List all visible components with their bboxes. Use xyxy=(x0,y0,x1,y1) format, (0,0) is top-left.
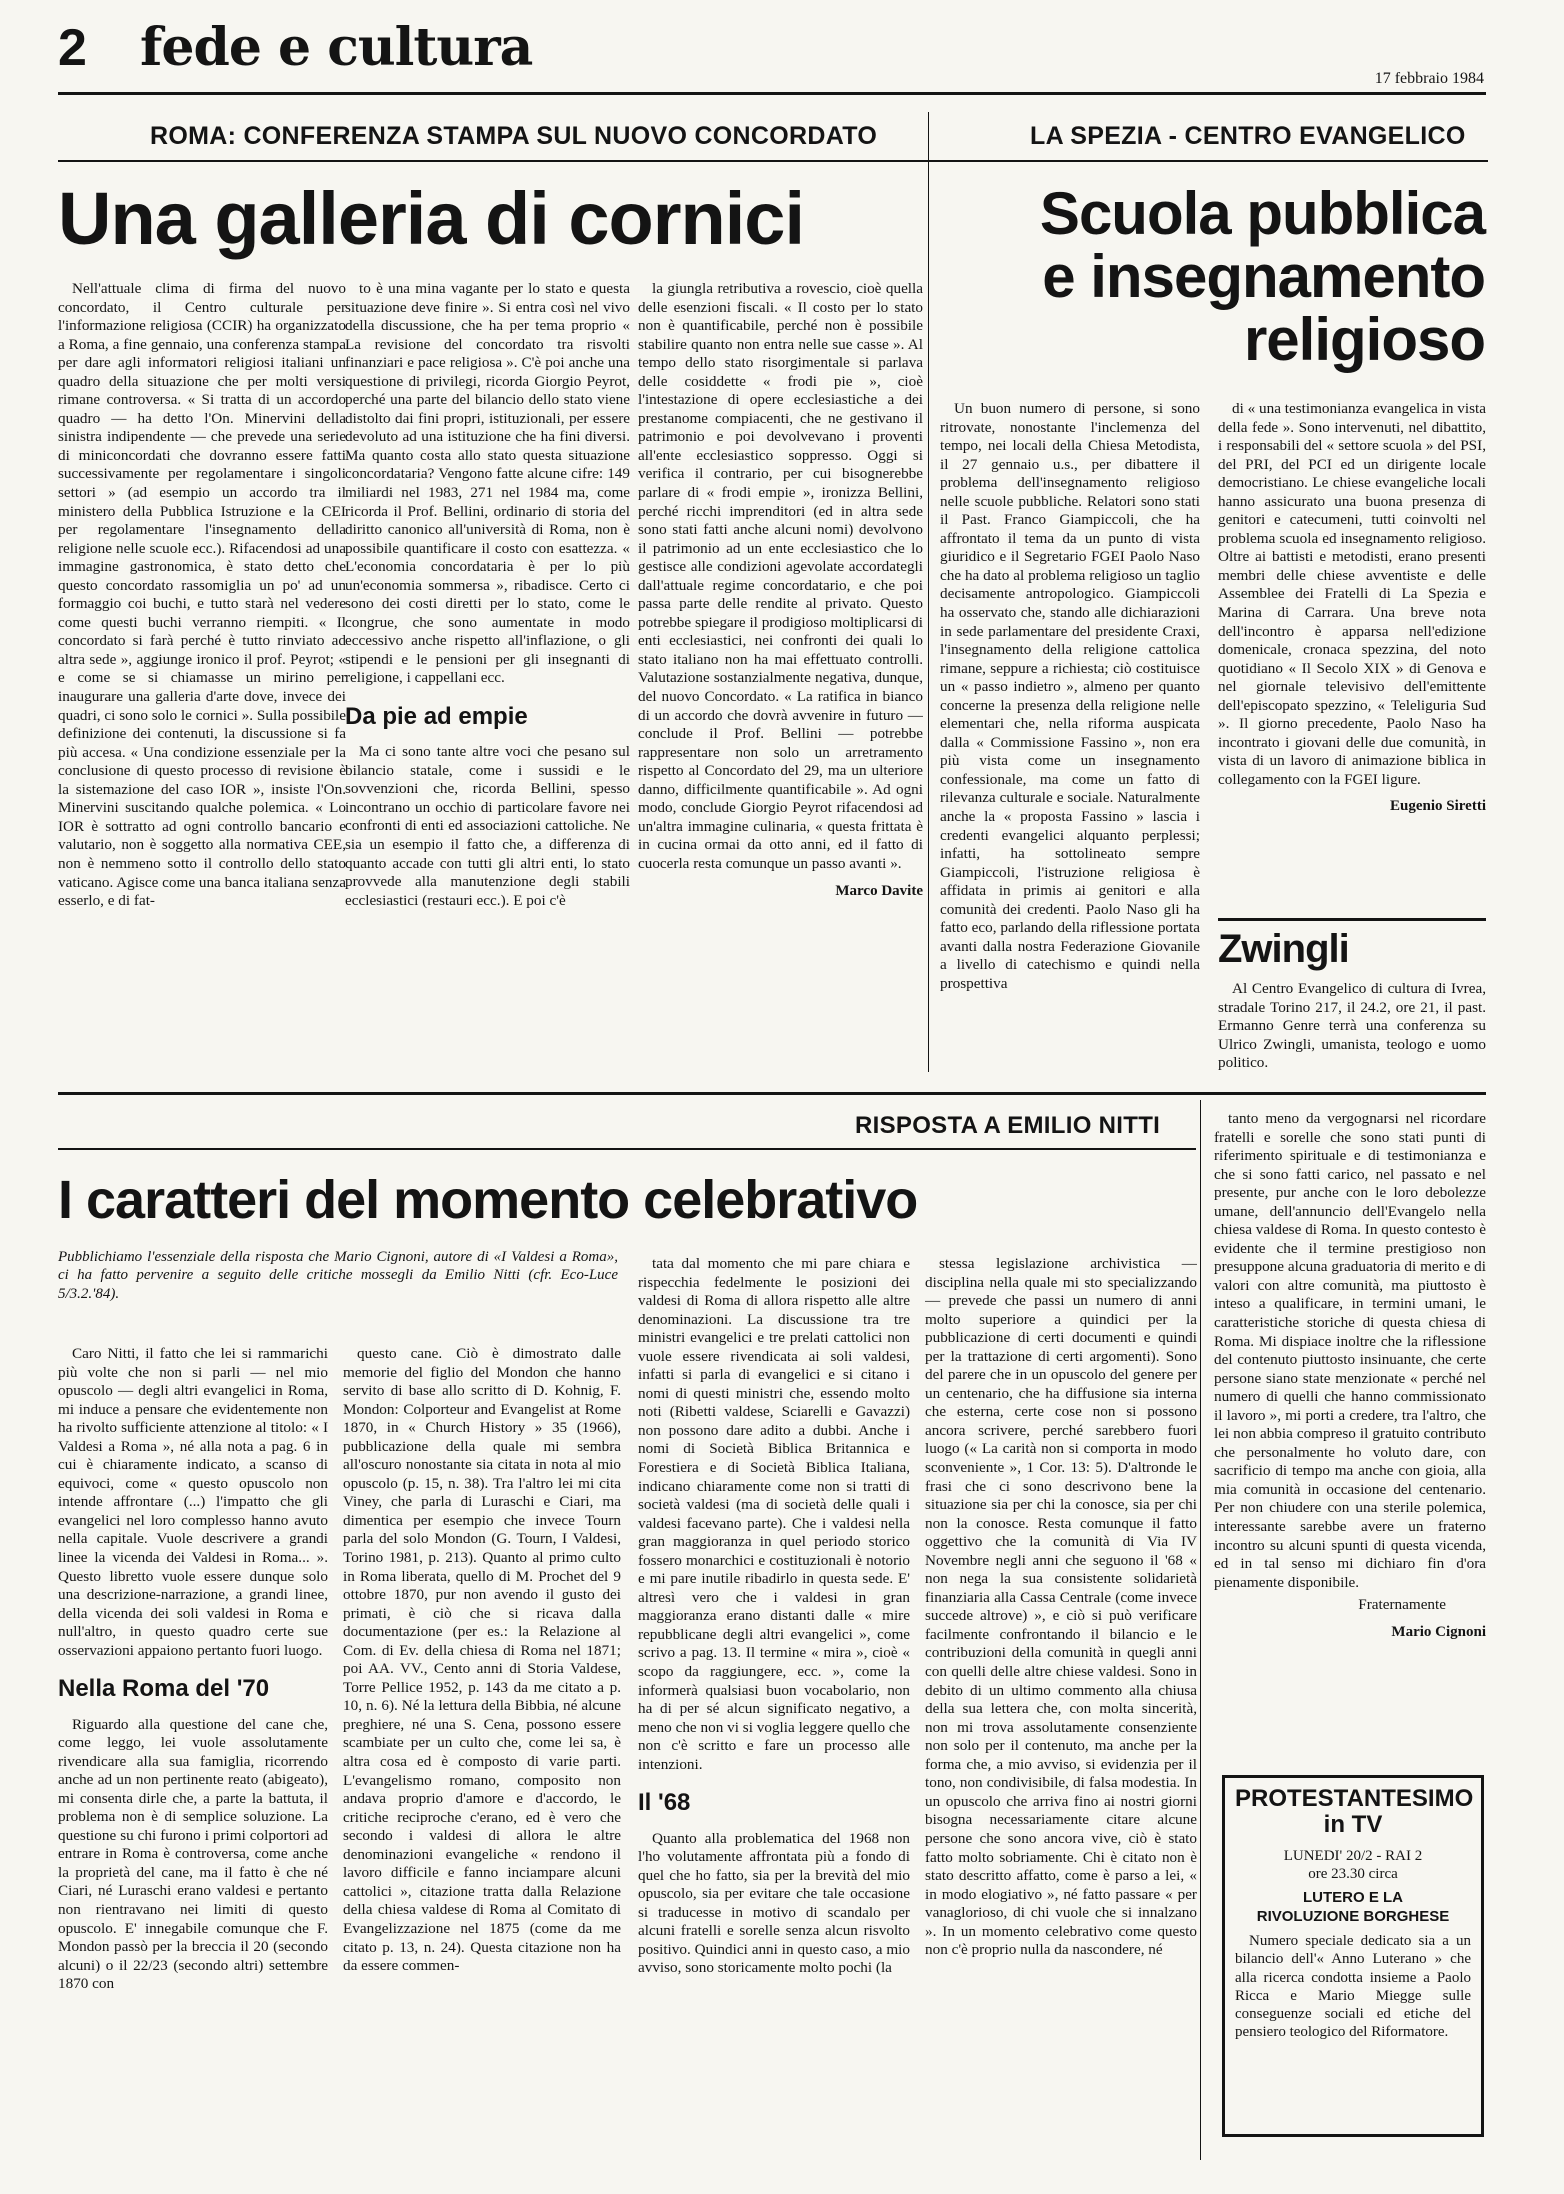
article3-column-1 xyxy=(58,1345,328,2160)
article3-col2-text: questo cane. Ciò è dimostrato dalle memorie del figlio del Mondon che hanno servito di base allo scritto di D. Kohnig, F. Mondon: Colporteur and Evangelist at Rome 1870, in « Church History » 35 (1966), pubblicazione della quale mi sembra all'oscuro nonostante sia citata in nota al mio opuscolo (p. 15, n. 38). Tra l'altro lei mi cita Viney, che parla di Luraschi e Ciari, ma dimentica per esempio che invece Tourn parla del solo Mondon (G. Tourn, I Valdesi, Torino 1981, p. 213). Quanto al primo culto in Roma liberata, quello di M. Prochet del 9 ottobre 1870, pur non avendo il gusto dei primati, è ciò che si ricava dalla documentazione (per es.: la Relazione al Com. di Ev. della chiesa di Roma nel 1871; poi AA. VV., Cento anni di Storia Valdese, Torre Pellice 1952, p. 143 da me citato a p. 10, n. 6). Né la lettura della Bibbia, né alcune preghiere, né una S. Cena, possono essere scambiate per un culto che, come lei sa, è altra cosa ed è composto di varie parti. L'evangelismo romano, composito non andava proprio d'amore e d'accordo, le critiche reciproche c'erano, ed è vero che secondo i valdesi di allora le altre denominazioni evangeliche « rendono il lavoro difficile e fanno inciampare alcuni cattolici », citazione tratta dalla Relazione della chiesa valdese di Roma al Comitato di Evangelizzazione nel 1875 (come da me citato p. 13, n. 24). Questa citazione non ha da essere commen- xyxy=(343,1345,621,1975)
article3-column-2 xyxy=(343,1345,621,2160)
article3-subhead-2: Il '68 xyxy=(638,1789,691,1817)
article2-column-1 xyxy=(940,400,1200,1075)
article3-col1b-text: Riguardo alla questione del cane che, come leggo, lei vuole assolutamente rivendicare alla sua famiglia, ricorrendo anche ad un non pertinente reato (abigeato), mi consenta dirle che, a parte la battuta, il problema non è di semplice soluzione. La questione su chi furono i primi colportori ad entrare in Roma è controversa, come anche la proprietà del cane, ma il fatto è che né Ciari, né Luraschi erano valdesi e pertanto non rientravano nei limiti di questo opuscolo. E' innegabile comunque che F. Mondon passò per la breccia il 20 (secondo alcuni) o il 22/23 (secondo altri) settembre 1870 con xyxy=(58,1715,328,1993)
article1-col1-text: Nell'attuale clima di firma del nuovo concordato, il Centro culturale per l'informazione religiosa (CCIR) ha organizzato a Roma, a fine gennaio, una conferenza stampa per dare agli informatori religiosi italiani un quadro della situazione che per molti versi rimane controversa. « Si tratta di un accordo quadro — ha detto l'On. Minervini della sinistra indipendente — che prevede una serie di miniconcordati che dovranno essere fatti successivamente per regolamentare i singoli settori » (ad esempio un accordo tra il ministero della Pubblica Istruzione e la CEI per regolamentare l'insegnamento della religione nelle scuole ecc.). Rifacendosi ad una immagine gastronomica, è stato detto che questo concordato rassomiglia un po' ad un formaggio coi buchi, e tutto starà nel vedere come questi buchi verranno riempiti. « Il concordato si farà perché è tutto rinviato ad altra sede », aggiunge ironico il prof. Peyrot; « e come se si chiamasse un mirino per inaugurare una galleria d'arte dove, invece dei quadri, ci sono solo le cornici ». Sulla possibile definizione dei contenuti, la discussione si fa più accesa. « Una condizione essenziale per la conclusione di questo processo di revisione è la sistemazione del caso IOR », insiste l'On. Minervini suscitando qualche polemica. « Lo IOR è sottratto ad ogni controllo bancario e valutario, non è soggetto alla normativa CEE, non è nemmeno sotto il controllo dello stato vaticano. Agisce come una banca italiana senza esserlo, e di fat- xyxy=(58,280,346,910)
article3-column-4 xyxy=(925,1255,1197,2160)
zwingli-body xyxy=(1218,980,1486,1080)
article2-title-line-1: Scuola pubblica xyxy=(1039,180,1485,247)
article2-signature: Eugenio Siretti xyxy=(1390,798,1486,815)
article1-column-3 xyxy=(638,280,923,1100)
column-divider-top xyxy=(928,112,929,1072)
tv-box-day: LUNEDI' 20/2 - RAI 2 xyxy=(1283,1847,1423,1864)
tv-box-body: Numero speciale dedicato sia a un bilancio dell'« Anno Luterano » che alla ricerca condotta insieme a Paolo Ricca e Mario Miegge sulle conseguenze sociali ed etiche del pensiero teologico del Riformatore. xyxy=(1235,1932,1471,2041)
article2-col1-text: Un buon numero di persone, si sono ritrovate, nonostante l'inclemenza del tempo, nei locali della Chiesa Metodista, il 27 gennaio u.s., per dibattere il problema dell'insegnamento religioso nelle scuole pubbliche. Relatori sono stati il Past. Franco Giampiccoli, che ha affrontato il tema da un punto di vista giuridico e il Segretario FGEI Paolo Naso che ha dato al problema religioso un taglio decisamente antropologico. Giampiccoli ha osservato che, stando alle dichiarazioni in sede parlamentare del presidente Craxi, l'insegnamento della religione cattolica rimane, seppure a richiesta; ciò costituisce un « passo indietro », almeno per quanto concerne la presenza della religione nelle elementari che, nella riforma auspicata dalla « Commissione Fassino », non era più vista come un insegnamento confessionale, ma come un fatto di rilevanza culturale e sociale. Naturalmente anche la « proposta Fassino » lascia i credenti evangelici alquanto perplessi; infatti, ha sottolineato sempre Giampiccoli, l'istruzione religiosa è affidata in primis ai genitori e alla comunità dei credenti. Paolo Naso gli ha fatto eco, parlando della riflessione portata avanti dalla nostra Federazione Giovanile a livello di catechismo e quindi nella prospettiva xyxy=(940,400,1200,992)
tv-box-title-line-2: in TV xyxy=(1323,1811,1383,1839)
masthead: fede e cultura xyxy=(140,17,533,78)
article1-kicker-rule xyxy=(58,160,978,162)
article3-kicker-rule xyxy=(58,1148,1196,1150)
tv-box-title-line-1: PROTESTANTESIMO xyxy=(1235,1785,1474,1812)
zwingli-rule xyxy=(1218,918,1486,921)
article2-kicker: LA SPEZIA - CENTRO EVANGELICO xyxy=(1030,122,1466,150)
article1-signature: Marco Davite xyxy=(835,882,923,899)
tv-box xyxy=(1222,1775,1484,2137)
tv-box-time: ore 23.30 circa xyxy=(1308,1866,1398,1883)
tv-box-schedule xyxy=(1235,1847,1471,1884)
tv-box-show-line-1: LUTERO E LA xyxy=(1303,1889,1403,1907)
article3-subhead-1: Nella Roma del '70 xyxy=(58,1675,270,1703)
article1-col2b-text: Ma ci sono tante altre voci che pesano sul bilancio statale, come i sussidi e le sovvenzioni che, ricorda Bellini, spesso incontrano un occhio di particolare favore nei confronti di enti ed associazioni cattoliche. Ne sia un esempio il fatto che, a differenza di quanto accade con tutti gli altri enti, lo stato provvede alla manutenzione degli stabili ecclesiastici (restauri ecc.). E poi c'è xyxy=(345,743,630,909)
column-divider-bottom xyxy=(1200,1100,1201,2160)
article3-title: I caratteri del momento celebrativo xyxy=(58,1170,918,1230)
section-rule xyxy=(58,1092,1486,1095)
article3-closing: Fraternamente xyxy=(1358,1596,1446,1614)
article3-col4-text: stessa legislazione archivistica — disciplina nella quale mi sto specializzando — prevede che passi un numero di anni molto superiore a quindici per la pubblicazione di certi documenti e quindi per la trattazione di certi argomenti). Sono del parere che in un opuscolo del genere per un centenario, che ha diffusione sia interna che esterna, certe cose non si possono ancora scrivere, perché sarebbero fuori luogo (« La carità non si comporta in modo sconveniente », 1 Cor. 13: 5). D'altronde le frasi che ci sono descrivono bene la situazione sia per chi la conosce, sia per chi non la conosce. Resta comunque il fatto oggettivo che la comunità di Via IV Novembre negli anni che seguono il '68 « non nega la sua consistente solidarietà finanziaria alla Cassa Centrale (come invece succede altrove) », e ciò si può verificare facilmente confrontando il bilancio e le contribuzioni della comunità in quegli anni con quelli delle altre chiese valdesi. Sono in debito di un ultimo commento alla chiusa della sua lettera che, con molta sincerità, non mi trova assolutamente consenziente non solo per il contenuto, ma anche per la forma che, a mio avviso, si evidenzia per il tono, non condivisibile, di falsa modestia. In un opuscolo che arriva fino ai nostri giorni bisogna necessariamente citare alcune persone che sono ancora vive, ciò è stato fatto molto sobriamente. Chi è citato non è stato descritto affatto, come è parso a lei, « in modo elogiativo », né fatto passare « per vanaglorioso, di chi vuole che si innalzano ». In un momento celebrativo come questo non c'è proprio nulla da nascondere, né xyxy=(925,1255,1197,1959)
zwingli-title: Zwingli xyxy=(1218,927,1349,971)
article2-col2-text: di « una testimonianza evangelica in vista della fede ». Sono intervenuti, nel dibattito, i responsabili del « settore scuola » del PSI, del PRI, del PCI ed un dirigente locale democristiano. Le chiese evangeliche locali hanno assicurato una buona presenza di genitori e catecumeni, tutti coinvolti nel problema scuola ed insegnamento religioso. Oltre ai battisti e metodisti, erano presenti membri delle chiese avventiste e delle Assemblee dei Fratelli di La Spezia e Marina di Carrara. Una breve nota dell'incontro è apparsa nell'edizione domenicale, cronaca spezzina, del noto quotidiano « Il Secolo XIX » di Genova e nel giornale televisivo dell'emittente dell'episcopato spezzino, « Teleliguria Sud ». Il giorno precedente, Paolo Naso ha incontrato i giovani delle due comunità, in vista di un lavoro di animazione biblica in collegamento con la FGEI ligure. xyxy=(1218,400,1486,788)
article3-col1-text: Caro Nitti, il fatto che lei si rammarichi più volte che non si parli — nel mio opuscolo — degli altri evangelici in Roma, mi induce a pensare che evidentemente non ha rivolto sufficiente attenzione al titolo: « I Valdesi a Roma », né alla nota a pag. 6 in cui è chiaramente indicato, a scanso di equivoci, come « questo opuscolo non intende affrontare (...) l'impatto che gli evangelici nel loro complesso hanno avuto nella capitale. Vuole descrivere a grandi linee la vicenda dei Valdesi in Roma... ». Questo libretto vuole essere dunque solo una descrizione-narrazione, a grandi linee, della vicenda dei soli valdesi in Roma e null'altro, in questo quadro certe sue osservazioni appaiono pertanto fuori luogo. xyxy=(58,1345,328,1659)
issue-date: 17 febbraio 1984 xyxy=(1374,70,1484,87)
article3-kicker: RISPOSTA A EMILIO NITTI xyxy=(855,1112,1161,1139)
article1-col2-text: to è una mina vagante per lo stato e questa situazione deve finire ». Si entra così nel vivo della discussione, che ha per tema proprio « La revisione del concordato tra risvolti finanziari e pace religiosa ». C'è poi anche una questione di privilegi, ricorda Giorgio Peyrot, perché una parte del bilancio dello stato viene distolto dai fini propri, istituzionali, per essere devoluto ad una istituzione che ha fini diversi. Ma quanto costa allo stato questa situazione concordataria? Vengono fatte alcune cifre: 149 miliardi nel 1983, 271 nel 1984 ma, come ricorda il Prof. Bellini, ordinario di storia del diritto canonico all'università di Roma, non è possibile quantificare il costo con esattezza. « L'economia concordataria è per lo più un'economia sommersa », ribadisce. Certo ci sono dei costi diretti per lo stato, come le congrue, che sono aumentate in modo eccessivo anche rispetto all'inflazione, o gli stipendi e le pensioni per gli insegnanti di religione, i cappellani ecc. xyxy=(345,280,630,687)
article2-kicker-rule xyxy=(940,160,1488,162)
article2-title-line-2: e insegnamento xyxy=(1042,243,1485,310)
article3-column-5 xyxy=(1214,1110,1486,1740)
article2-title-line-3: religioso xyxy=(1243,306,1485,373)
article1-title: Una galleria di cornici xyxy=(58,177,805,260)
article3-col3b-text: Quanto alla problematica del 1968 non l'ho volutamente affrontata più a fondo di quel che ho fatto, sia per la brevità del mio opuscolo, sia per evitare che tale occasione si traducesse in motivo di scandalo per alcuni fratelli e sorelle senza alcun risvolto positivo. Quindici anni in questo caso, a mio avviso, sono storicamente molto pochi (la xyxy=(638,1829,910,1977)
article3-col3-text: tata dal momento che mi pare chiara e rispecchia fedelmente le posizioni dei valdesi di Roma di allora rispetto alle altre denominazioni. La discussione tra tre ministri evangelici e tre prelati cattolici non vuole essere rivendicata ai soli valdesi, infatti si parla di evangelici e si citano i nomi di questi ministri che, essendo molto noti (Ribetti valdese, Sciarelli e Gavazzi) non possono dare adito a dubbi. Anche i nomi di Società Biblica Britannica e Forestiera e di Società Biblica Italiana, indicano chiaramente come non si tratti di società valdesi (ma di società delle quali i valdesi facevano parte). Che i valdesi nella gran maggioranza in quel periodo storico fossero monarchici e costituzionali è notorio e mi pare inutile ribadirlo in questa sede. E' altresì vero che i valdesi in gran maggioranza erano distanti dalle « mire repubblicane degli altri evangelici », come scrivo a pag. 13. Il termine « mira », cioè « scopo da raggiungere, ecc. », come la informerà qualsiasi buon vocabolario, non ha di per sé alcun significato negativo, a meno che non vi si voglia leggere quello che non c'è scritto e fare un processo alle intenzioni. xyxy=(638,1255,910,1773)
page-number: 2 xyxy=(58,19,87,77)
article3-intro: Pubblichiamo l'essenziale della risposta che Mario Cignoni, autore di «I Valdesi a Roma», ci ha fatto pervenire a seguito delle critiche mossegli da Emilio Nitti (cfr. Eco-Luce 5/3.2.'84). xyxy=(58,1249,618,1302)
article1-column-1 xyxy=(58,280,346,1090)
tv-box-show-line-2: RIVOLUZIONE BORGHESE xyxy=(1256,1907,1450,1925)
article2-title xyxy=(940,182,1485,371)
article2-column-2 xyxy=(1218,400,1486,915)
article1-kicker: ROMA: CONFERENZA STAMPA SUL NUOVO CONCORDATO xyxy=(150,122,878,150)
tv-box-show xyxy=(1235,1889,1471,1926)
header-rule xyxy=(58,92,1486,95)
article3-col5-text: tanto meno da vergognarsi nel ricordare fratelli e sorelle che sono stati punti di riferimento spirituale e di testimonianza e che si sono fatti carico, nel passato e nel presente, pur anche con le loro debolezze umane, dell'annuncio dell'Evangelo nella chiesa valdese di Roma. In questo contesto è evidente che il termine prestigioso non presuppone alcuna graduatoria di merito e di valori con altre comunità, ma piuttosto è inteso a qualificare, in termini umani, le caratteristiche storiche di questa chiesa di Roma. Mi dispiace inoltre che la riflessione del contenuto piuttosto insinuante, che certe persone siano state menzionate « perché nel numero di quelli che hanno commissionato il lavoro », mi porti a credere, tra l'altro, che lei non abbia compreso il gratuito contributo che personalmente ho voluto dare, con sacrificio di tempo ma anche con gioia, alla mia comunità in occasione del centenario. Per non chiudere con una sterile polemica, interessante sarebbe avere un fraterno incontro su alcuni spunti di questa vicenda, ed in tal senso mi dichiaro fin d'ora pienamente disponibile. xyxy=(1214,1110,1486,1591)
article3-column-3 xyxy=(638,1255,910,2160)
article1-col3-text: la giungla retributiva a rovescio, cioè quella delle esenzioni fiscali. « Il costo per lo stato non è quantificabile, perché non è possibile stabilire quanto non entra nelle sue casse ». Al tempo dello stato risorgimentale si parlava delle cosiddette « frodi pie », cioè l'intestazione di opere ecclesiastiche a dei prestanome compiacenti, che ne gestivano il patrimonio e poi devolvevano i proventi all'ente ecclesiastico soppresso. Oggi si verifica il contrario, per cui bisognerebbe parlare di « frodi empie », ironizza Bellini, perché ricchi imprenditori (ed in altra sede sono stati fatti anche alcuni nomi) devolvono il patrimonio ad un ente ecclesiastico che lo gestisce alle condizioni agevolate accordategli dall'attuale regime concordatario, e che poi passa parte delle rendite al privato. Questo potrebbe spiegare il prodigioso moltiplicarsi di enti ecclesiastici, nei confronti dei quali lo stato italiano non ha mai effettuato controlli. Valutazione sostanzialmente negativa, dunque, del nuovo Concordato. « La ratifica in bianco di un accordo che dovrà avvenire in futuro — conclude il Prof. Bellini — potrebbe rappresentare non solo un arretramento rispetto al Concordato del 29, ma un ulteriore danno, difficilmente quantificabile ». Ad ogni modo, conclude Giorgio Peyrot rifacendosi ad un'altra immagine culinaria, « questa frittata è in cucina ormai da otto anni, ed il fatto di cuocerla resta comunque un passo avanti ». xyxy=(638,280,923,872)
zwingli-text: Al Centro Evangelico di cultura di Ivrea, stradale Torino 217, il 24.2, ore 21, il past. Ermanno Genre terrà una conferenza su Ulrico Zwingli, umanista, teologo e uomo politico. xyxy=(1218,980,1486,1072)
article3-signature: Mario Cignoni xyxy=(1391,1623,1486,1640)
article1-column-2 xyxy=(345,280,630,1090)
article1-subhead: Da pie ad empie xyxy=(345,703,528,731)
